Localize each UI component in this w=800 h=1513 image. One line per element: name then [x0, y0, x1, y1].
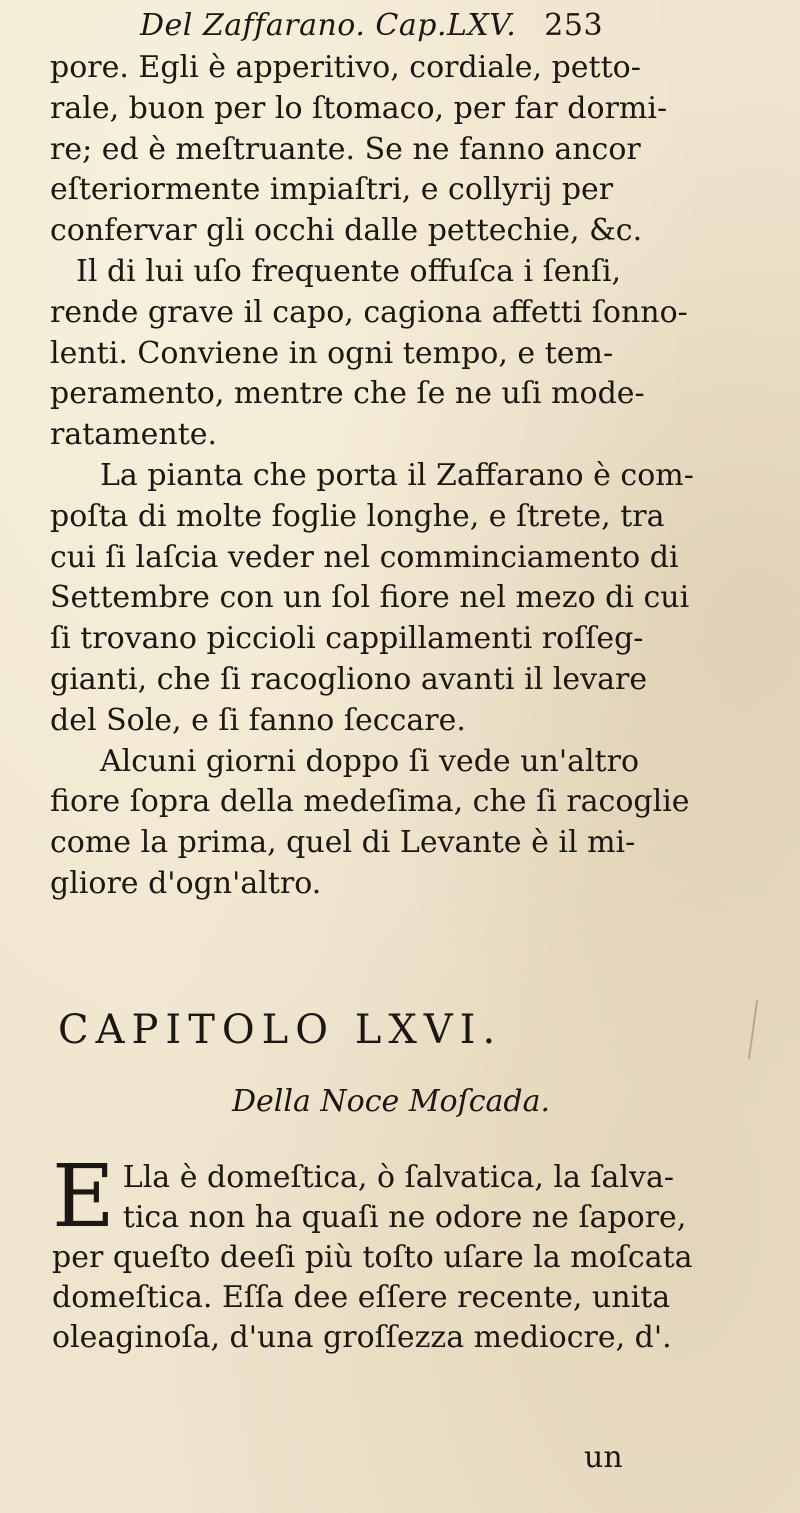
page-smudge [748, 1000, 764, 1061]
chapter-subtitle: Della Noce Moſcada. [232, 1084, 551, 1119]
text-line: lenti. Conviene in ogni tempo, e tem- [50, 335, 614, 371]
catchword: un [584, 1440, 623, 1475]
text-line: Il di lui uſo frequente offuſca i ſenſi, [76, 253, 622, 289]
text-line: fiore ſopra della medeſima, che ſi racoglie [50, 784, 690, 820]
text-line: rale, buon per lo ſtomaco, per far dormi- [50, 90, 668, 126]
text-line: gliore d'ogn'altro. [50, 865, 322, 901]
page-number: 253 [544, 8, 604, 43]
running-head [140, 8, 700, 43]
text-line: ratamente. [50, 417, 218, 453]
text-line: Settembre con un ſol fiore nel mezo di cui [50, 580, 690, 616]
text-line: eſteriormente impiaſtri, e collyrij per [50, 172, 614, 208]
text-line: pore. Egli è apperitivo, cordiale, petto- [50, 50, 641, 85]
chapter-heading: CAPITOLO LXVI. [58, 1007, 503, 1053]
text-line: La pianta che porta il Zaffarano è com- [100, 457, 694, 493]
text-line: domeſtica. Eſſa dee eſſere recente, unita [52, 1280, 671, 1315]
text-line: del Sole, e ſi fanno ſeccare. [50, 702, 466, 738]
text-line: Alcuni giorni doppo ſi vede un'altro [100, 743, 640, 779]
running-head-title: Del Zaffarano. Cap.LXV. [140, 8, 517, 43]
text-line: gianti, che ſi racogliono avanti il levare [50, 661, 648, 697]
chapter-lxvi-text [52, 1147, 752, 1358]
text-line: re; ed è meſtruante. Se ne fanno ancor [50, 131, 641, 167]
text-line: ſi trovano piccioli cappillamenti roſſeg- [50, 621, 644, 657]
text-line: oleaginoſa, d'una groſſezza mediocre, d'. [52, 1320, 672, 1355]
text-line: Lla è domeſtica, ò ſalvatica, la ſalva- [122, 1160, 674, 1195]
text-line: come la prima, quel di Levante è il mi- [50, 825, 636, 861]
text-line: per queſto deeſi più toſto uſare la moſcata [52, 1240, 693, 1275]
text-line: rende grave il capo, cagiona affetti ſonno- [50, 294, 688, 330]
text-line: cui ſi laſcia veder nel comminciamento di [50, 539, 679, 575]
text-line: peramento, mentre che ſe ne uſi mode- [50, 376, 645, 412]
text-line: tica non ha quaſi ne odore ne ſapore, [122, 1200, 687, 1235]
text-line: poſta di molte foglie longhe, e ſtrete, tra [50, 498, 665, 534]
drop-cap: E [52, 1147, 115, 1247]
text-line: confervar gli occhi dalle pettechie, &c. [50, 213, 643, 249]
chapter-lxv-text [50, 48, 750, 905]
